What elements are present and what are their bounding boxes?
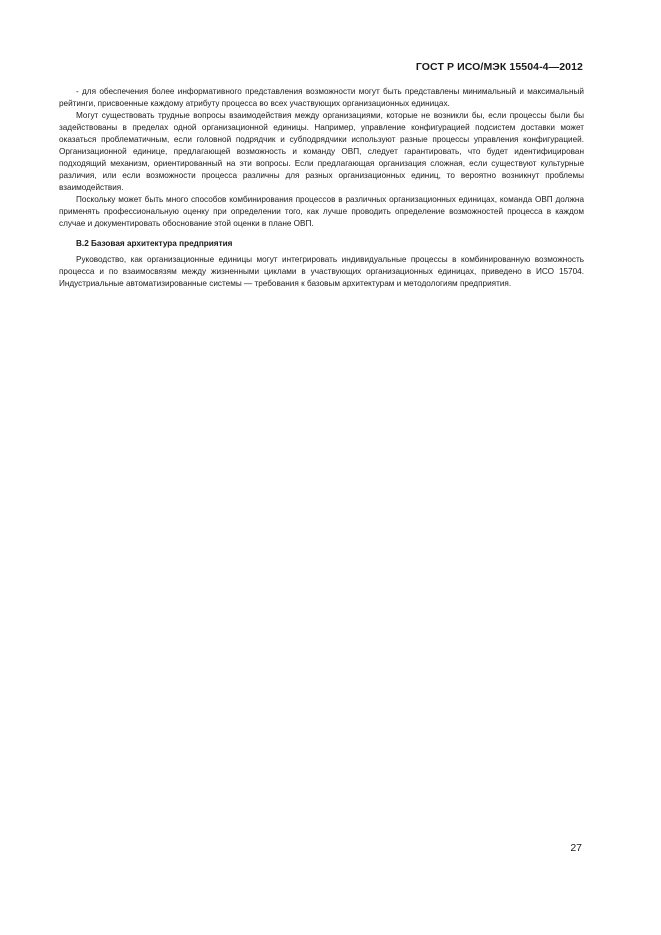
page-content <box>59 86 584 290</box>
list-item-paragraph: - для обеспечения более информативного представления возможности могут быть представлены минимальный и максимальный рейтинги, присвоенные каждому атрибуту процесса во всех участвующих организационных единицах. <box>59 87 584 108</box>
section-heading: В.2 Базовая архитектура предприятия <box>76 239 233 248</box>
body-paragraph: Могут существовать трудные вопросы взаимодействия между организациями, которые не возникли бы, если процессы были бы задействованы в пределах одной организационной единицы. Например, управление конфигурацией подсистем доставки может оказаться проблематичным, если головной подрядчик и субподрядчики используют разные процессы управления конфигурацией. Организационной единице, предлагающей возможность и команду ОВП, следует гарантировать, что будет идентифицирован подходящий механизм, ориентированный на эти вопросы. Если предлагающая организация сложная, если существуют культурные различия, или если возможности процесса различны для разных организационных единиц, то вероятно возникнут проблемы взаимодействия. <box>59 111 584 192</box>
page-number: 27 <box>570 842 582 854</box>
section-body-paragraph: Руководство, как организационные единицы могут интегрировать индивидуальные процессы в комбинированную возможность процесса и по взаимосвязям между жизненными циклами в участвующих организационных единицах, приведено в ИСО 15704. Индустриальные автоматизированные системы — требования к базовым архитектурам и методологиям предприятия. <box>59 255 584 288</box>
document-code-header: ГОСТ Р ИСО/МЭК 15504-4—2012 <box>415 61 583 73</box>
body-paragraph: Поскольку может быть много способов комбинирования процессов в различных организационных единицах, команда ОВП должна применять профессиональную оценку при определении того, как лучше проводить определение возможностей процесса в каждом случае и документировать обоснование этой оценки в плане ОВП. <box>59 195 584 228</box>
